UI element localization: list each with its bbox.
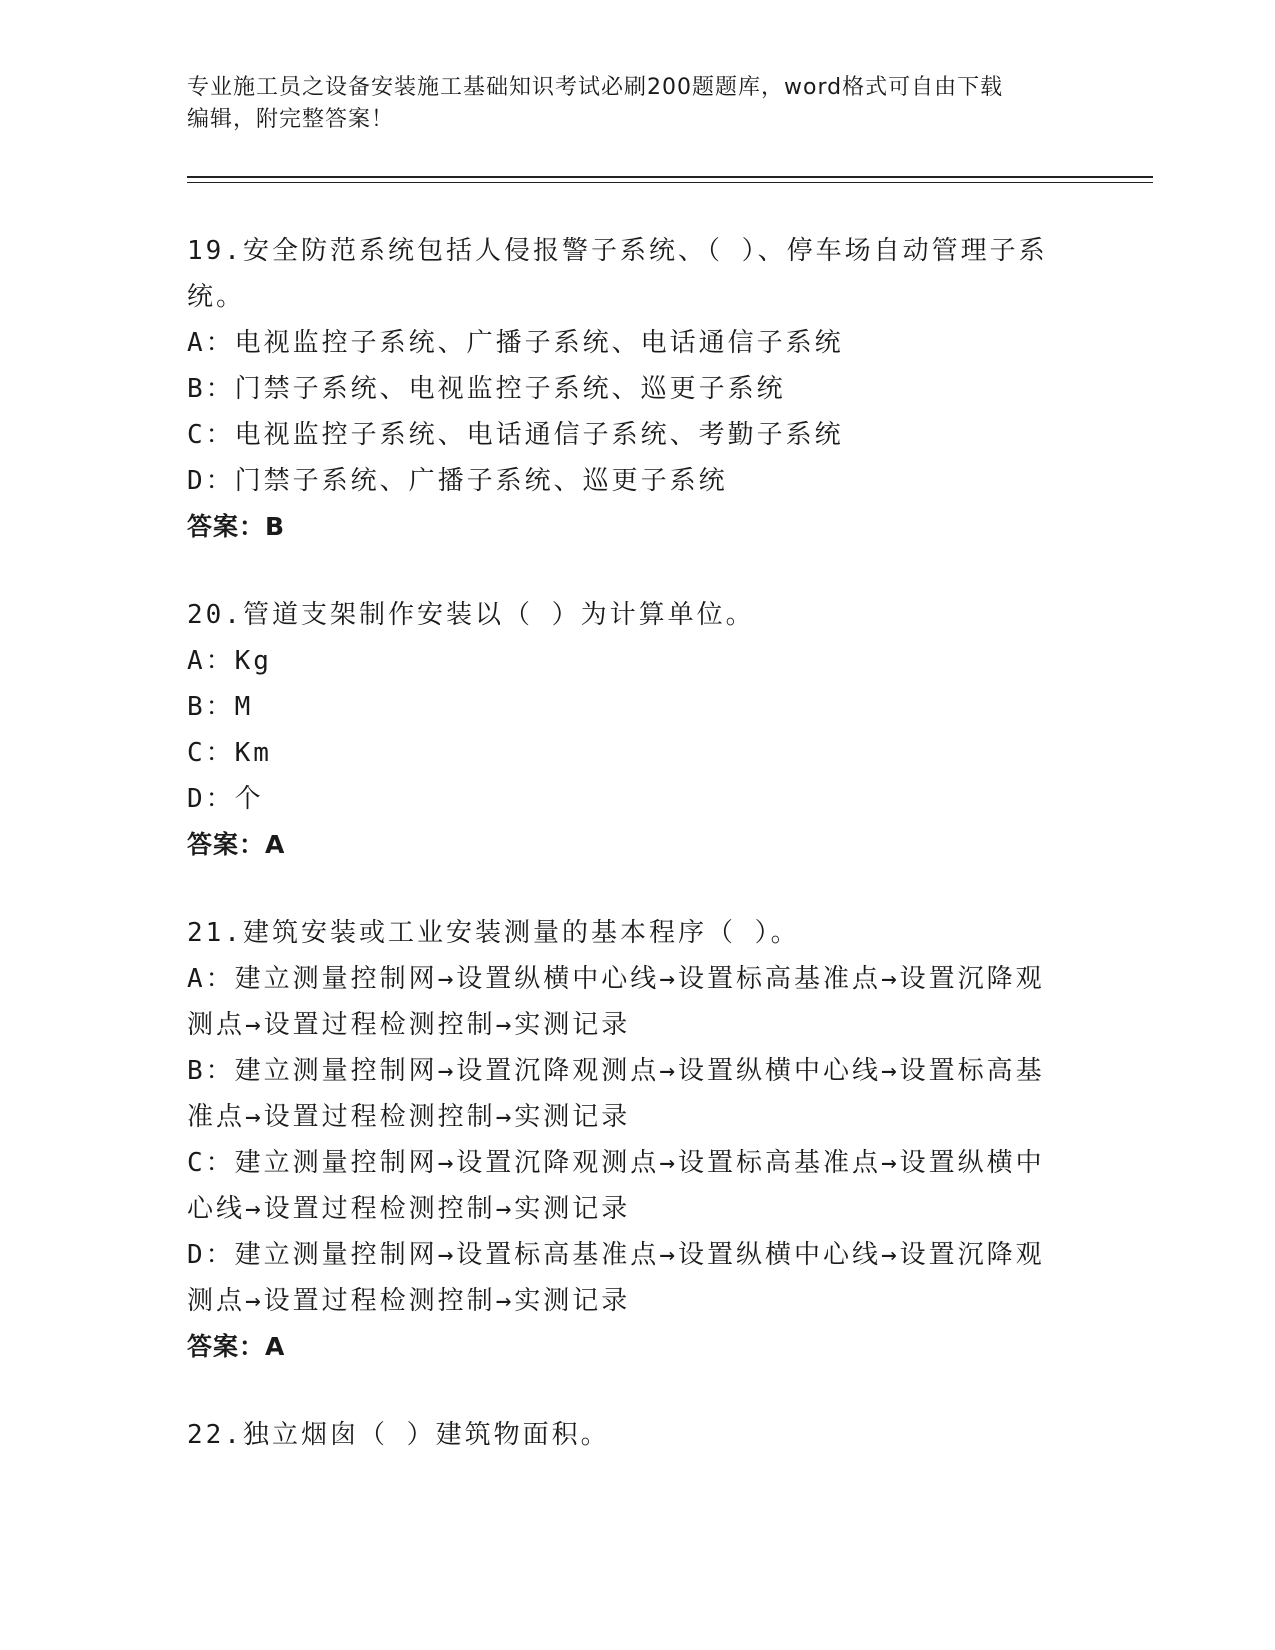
header-title-line1: 专业施工员之设备安装施工基础知识考试必刷200题题库，word格式可自由下载 xyxy=(187,75,1004,100)
option-c: C：Km xyxy=(187,738,272,768)
header-divider-thick xyxy=(187,176,1153,178)
question-20 xyxy=(187,592,1087,868)
question-gap xyxy=(187,550,1087,592)
question-21 xyxy=(187,910,1087,1370)
question-gap xyxy=(187,868,1087,910)
option-d: D：个 xyxy=(187,784,264,814)
option-b: B：M xyxy=(187,692,254,722)
document-header xyxy=(187,72,1067,136)
option-a: A：Kg xyxy=(187,646,272,676)
option-d-cont: 测点→设置过程检测控制→实测记录 xyxy=(187,1286,631,1316)
answer-line: 答案：B xyxy=(187,512,286,541)
question-22 xyxy=(187,1412,1087,1458)
option-b-cont: 准点→设置过程检测控制→实测记录 xyxy=(187,1102,631,1132)
question-gap xyxy=(187,1370,1087,1412)
question-stem: 20.管道支架制作安装以（ ）为计算单位。 xyxy=(187,600,755,630)
question-19 xyxy=(187,228,1087,550)
answer-line: 答案：A xyxy=(187,830,286,859)
question-list xyxy=(187,228,1087,1458)
question-stem: 22.独立烟囱（ ）建筑物面积。 xyxy=(187,1420,610,1450)
option-b: B：门禁子系统、电视监控子系统、巡更子系统 xyxy=(187,374,786,404)
option-a: A：电视监控子系统、广播子系统、电话通信子系统 xyxy=(187,328,844,358)
option-c: C：电视监控子系统、电话通信子系统、考勤子系统 xyxy=(187,420,844,450)
option-b: B：建立测量控制网→设置沉降观测点→设置纵横中心线→设置标高基 xyxy=(187,1056,1045,1086)
option-d: D：建立测量控制网→设置标高基准点→设置纵横中心线→设置沉降观 xyxy=(187,1240,1045,1270)
header-divider-thin xyxy=(187,182,1153,183)
option-c: C：建立测量控制网→设置沉降观测点→设置标高基准点→设置纵横中 xyxy=(187,1148,1045,1178)
question-stem: 19.安全防范系统包括人侵报警子系统、（ ）、停车场自动管理子系 xyxy=(187,236,1048,266)
answer-line: 答案：A xyxy=(187,1332,286,1361)
header-title-line2: 编辑，附完整答案！ xyxy=(187,107,395,132)
question-stem: 21.建筑安装或工业安装测量的基本程序（ ）。 xyxy=(187,918,800,948)
option-a: A：建立测量控制网→设置纵横中心线→设置标高基准点→设置沉降观 xyxy=(187,964,1045,994)
option-d: D：门禁子系统、广播子系统、巡更子系统 xyxy=(187,466,728,496)
option-a-cont: 测点→设置过程检测控制→实测记录 xyxy=(187,1010,631,1040)
option-c-cont: 心线→设置过程检测控制→实测记录 xyxy=(187,1194,631,1224)
question-stem-cont: 统。 xyxy=(187,282,246,312)
